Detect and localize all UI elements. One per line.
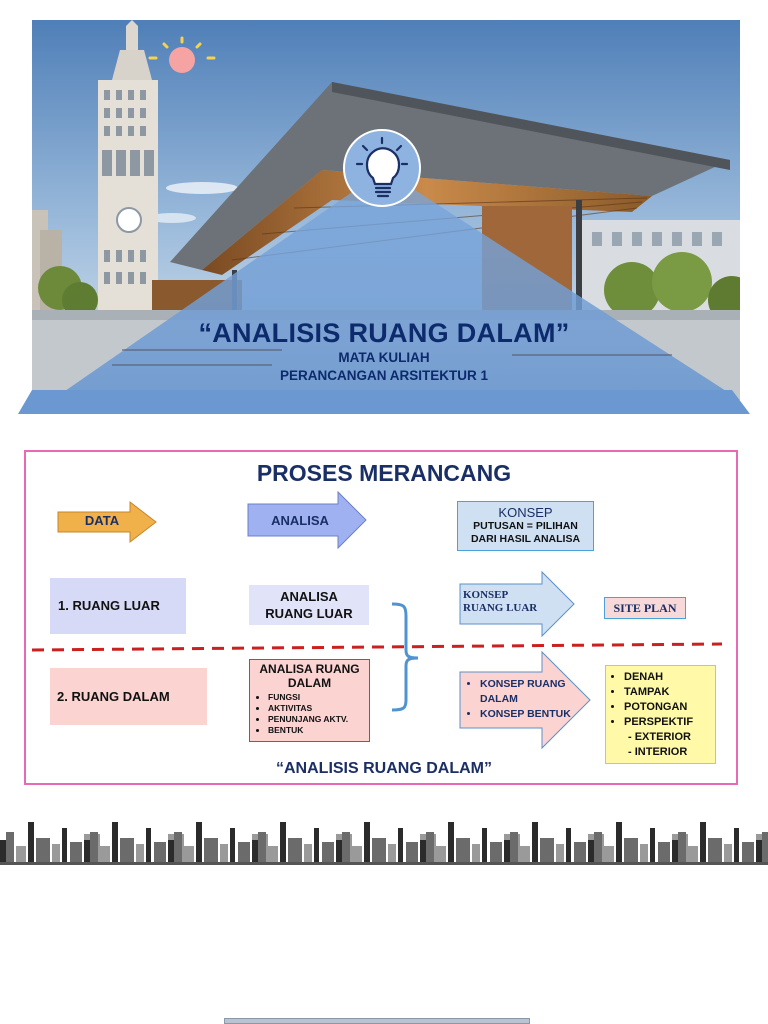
outputs-box	[605, 665, 716, 764]
cover-subtitle-course: MATA KULIAH	[338, 350, 430, 365]
skyline-building	[658, 842, 670, 862]
analisa-ruang-dalam-box	[249, 659, 370, 742]
diagram-title: PROSES MERANCANG	[256, 460, 512, 486]
skyline-building	[650, 828, 655, 862]
bracket-brace	[388, 600, 428, 714]
skyline-building	[594, 832, 602, 862]
skyline-building	[6, 832, 14, 862]
skyline-building	[28, 822, 34, 862]
next-slide-thumbnail	[224, 1018, 530, 1024]
skyline-building	[136, 844, 144, 862]
skyline-building	[280, 822, 286, 862]
skyline-building	[174, 832, 182, 862]
skyline-building	[230, 828, 235, 862]
skyline-building	[220, 844, 228, 862]
skyline-building	[120, 838, 134, 862]
list-item: • TAMPAK	[624, 685, 715, 700]
skyline-building	[146, 828, 151, 862]
skyline-building	[540, 838, 554, 862]
skyline-building	[624, 838, 638, 862]
skyline-building	[556, 844, 564, 862]
skyline-building	[314, 828, 319, 862]
ruang-luar-box: 1. RUANG LUAR	[50, 578, 186, 634]
skyline-building	[196, 822, 202, 862]
konsep-line-2: DARI HASIL ANALISA	[470, 533, 581, 545]
skyline-building	[520, 846, 530, 862]
skyline-building	[62, 828, 67, 862]
list-item: • FUNGSI	[268, 692, 365, 703]
skyline-building	[678, 832, 686, 862]
skyline-building	[36, 838, 50, 862]
divider-dashed-line	[30, 640, 724, 656]
skyline-building	[322, 842, 334, 862]
skyline-building	[448, 822, 454, 862]
konsep-box	[457, 501, 594, 551]
skyline-building	[574, 842, 586, 862]
skyline-building	[566, 828, 571, 862]
skyline-building	[426, 832, 434, 862]
list-item: • KONSEP BENTUK	[480, 707, 590, 722]
analisa-ruang-dalam-heading: ANALISA RUANG DALAM	[259, 662, 360, 690]
ruang-dalam-box: 2. RUANG DALAM	[50, 668, 207, 725]
skyline-building	[372, 838, 386, 862]
list-item: • BENTUK	[268, 725, 365, 736]
skyline-building	[490, 842, 502, 862]
skyline-building	[742, 842, 754, 862]
konsep-heading: KONSEP	[498, 505, 553, 520]
analisa-ruang-luar-line-2: RUANG LUAR	[265, 606, 353, 621]
skyline-building	[288, 838, 302, 862]
konsep-ruang-luar-line-2: RUANG LUAR	[463, 602, 538, 614]
skyline-building	[762, 832, 768, 862]
city-skyline-graphic	[0, 812, 768, 870]
konsep-ruang-dalam-list	[466, 677, 590, 722]
skyline-building	[532, 822, 538, 862]
skyline-building	[734, 828, 739, 862]
outputs-list	[612, 670, 715, 730]
skyline-building	[708, 838, 722, 862]
skyline-building	[52, 844, 60, 862]
skyline-building	[16, 846, 26, 862]
analisa-ruang-dalam-list	[254, 692, 365, 736]
skyline-building	[436, 846, 446, 862]
skyline-building	[604, 846, 614, 862]
skyline-building	[388, 844, 396, 862]
cover-subtitle-name: PERANCANGAN ARSITEKTUR 1	[279, 368, 488, 383]
skyline-building	[154, 842, 166, 862]
diagram-caption: “ANALISIS RUANG DALAM”	[276, 760, 492, 777]
skyline-building	[70, 842, 82, 862]
cover-title: “ANALISIS RUANG DALAM”	[198, 318, 570, 348]
skyline-building	[112, 822, 118, 862]
skyline-building	[616, 822, 622, 862]
list-item: • PERSPEKTIF	[624, 715, 715, 730]
skyline-building	[640, 844, 648, 862]
skyline-building	[342, 832, 350, 862]
list-item: • DENAH	[624, 670, 715, 685]
skyline-building	[510, 832, 518, 862]
skyline-building	[688, 846, 698, 862]
list-item: • PENUNJANG AKTV.	[268, 714, 365, 725]
list-item: • POTONGAN	[624, 700, 715, 715]
konsep-ruang-luar-text	[463, 589, 537, 615]
list-item: • KONSEP RUANG DALAM	[480, 677, 590, 707]
analisa-ruang-luar-box	[249, 585, 369, 625]
skyline-building	[724, 844, 732, 862]
konsep-ruang-luar-line-1: KONSEP	[463, 589, 509, 601]
outputs-sub-interior: - INTERIOR	[628, 746, 688, 758]
konsep-line-1: PUTUSAN = PILIHAN	[473, 520, 578, 532]
analisa-ruang-luar-line-1: ANALISA	[280, 589, 338, 604]
skyline-building	[90, 832, 98, 862]
skyline-building	[238, 842, 250, 862]
skyline-building	[100, 846, 110, 862]
skyline-ground	[0, 862, 768, 865]
skyline-building	[700, 822, 706, 862]
list-item: • AKTIVITAS	[268, 703, 365, 714]
skyline-building	[184, 846, 194, 862]
skyline-building	[472, 844, 480, 862]
skyline-building	[268, 846, 278, 862]
data-label: DATA	[84, 513, 120, 528]
skyline-building	[406, 842, 418, 862]
cover-title-band	[18, 390, 750, 414]
analisa-label: ANALISA	[271, 513, 329, 528]
site-plan-box: SITE PLAN	[604, 597, 686, 619]
lightbulb-icon	[343, 128, 421, 210]
skyline-building	[364, 822, 370, 862]
skyline-building	[352, 846, 362, 862]
skyline-building	[398, 828, 403, 862]
skyline-building	[304, 844, 312, 862]
sun-icon	[146, 36, 218, 84]
outputs-sub-exterior: - EXTERIOR	[628, 731, 691, 743]
skyline-building	[482, 828, 487, 862]
skyline-building	[204, 838, 218, 862]
skyline-building	[258, 832, 266, 862]
skyline-building	[456, 838, 470, 862]
